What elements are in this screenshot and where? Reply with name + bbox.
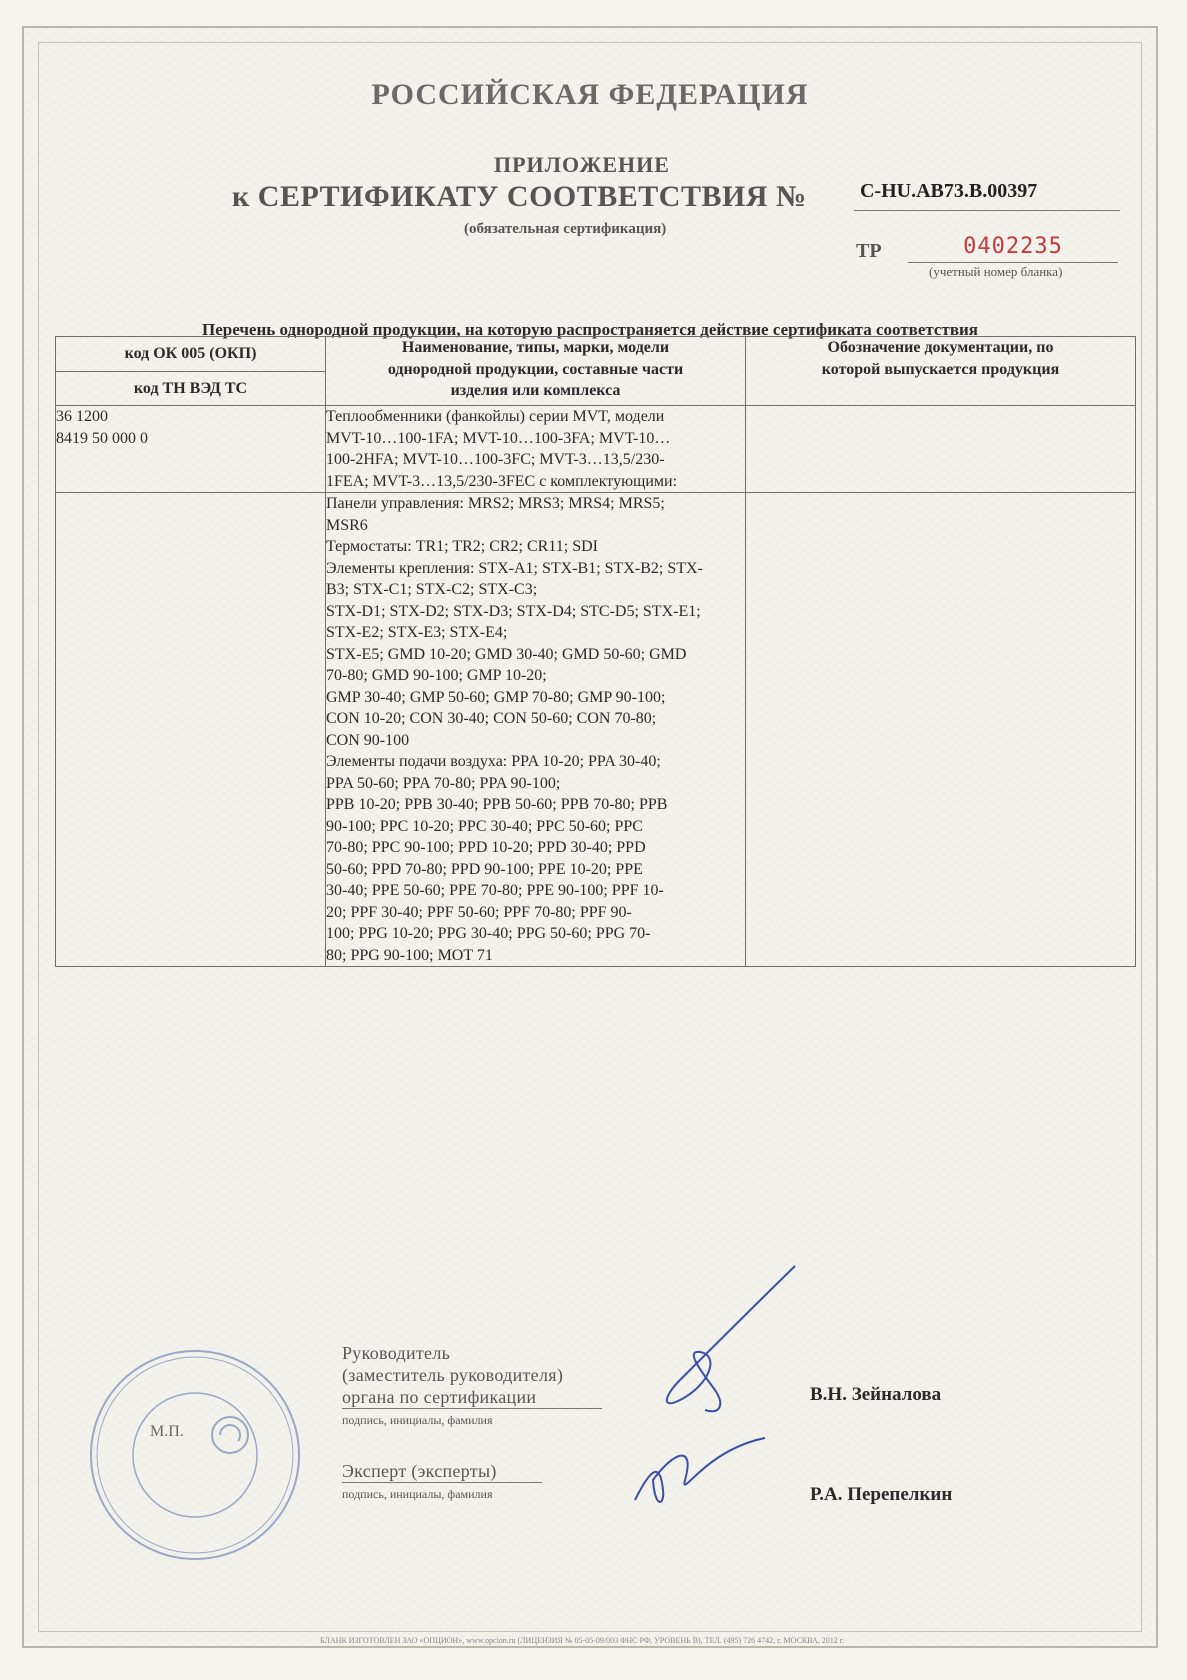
component-line: 80; PPG 90-100; MOT 71 bbox=[326, 946, 493, 964]
table-row bbox=[56, 493, 1136, 967]
header-documentation bbox=[746, 337, 1136, 406]
header-doc-line: которой выпускается продукция bbox=[821, 360, 1060, 378]
expert-caption: подпись, инициалы, фамилия bbox=[342, 1482, 542, 1502]
tp-label: ТР bbox=[856, 240, 882, 262]
list-title: Перечень однородной продукции, на которую распространяется действие сертификата соответствия bbox=[201, 320, 978, 339]
header-tnved-code: код ТН ВЭД ТС bbox=[133, 379, 248, 397]
expert-signature-block bbox=[342, 1460, 542, 1502]
component-line: 100; PPG 10-20; PPG 30-40; PPG 50-60; PPG 70- bbox=[326, 925, 651, 942]
component-line: 30-40; PPE 50-60; PPE 70-80; PPE 90-100; PPF 10- bbox=[326, 882, 664, 899]
row-documentation bbox=[746, 493, 1136, 967]
header-name-line: изделия или комплекса bbox=[450, 382, 621, 399]
tnved-code: 8419 50 000 0 bbox=[56, 429, 148, 447]
component-line: PPA 50-60; PPA 70-80; PPA 90-100; bbox=[326, 774, 561, 792]
component-line: 90-100; PPC 10-20; PPC 30-40; PPC 50-60; PPC bbox=[326, 817, 643, 835]
expert-label: Эксперт (эксперты) bbox=[342, 1461, 497, 1481]
print-footer: БЛАНК ИЗГОТОВЛЕН ЗАО «ОПЦИОН», www.opcion.ru (ЛИЦЕНЗИЯ № 05-05-09/003 ФНС РФ, УРОВЕНЬ В), ТЕЛ. (495) 726 4742, г. МОСКВА, 2012 г. bbox=[320, 1636, 845, 1645]
header-name-line: Наименование, типы, марки, модели bbox=[401, 339, 670, 356]
component-line: CON 10-20; CON 30-40; CON 50-60; CON 70-80; bbox=[326, 710, 657, 727]
row-components bbox=[326, 493, 746, 967]
row-codes bbox=[56, 406, 326, 493]
head-label-line: Руководитель bbox=[342, 1343, 451, 1363]
certification-type: (обязательная сертификация) bbox=[464, 221, 667, 237]
component-line: Термостаты: TR1; TR2; CR2; CR11; SDI bbox=[326, 538, 598, 555]
component-line: Панели управления: MRS2; MRS3; MRS4; MRS5; bbox=[326, 495, 665, 512]
product-line: MVT-10…100-1FA; MVT-10…100-3FA; MVT-10… bbox=[326, 429, 671, 447]
row-codes bbox=[56, 493, 326, 967]
row-documentation bbox=[746, 406, 1136, 493]
head-name: В.Н. Зейналова bbox=[810, 1384, 942, 1405]
product-line: 1FEA; MVT-3…13,5/230-3FEC с комплектующими: bbox=[326, 472, 678, 490]
header-doc-line: Обозначение документации, по bbox=[827, 339, 1054, 356]
component-line: 50-60; PPD 70-80; PPD 90-100; PPE 10-20; PPE bbox=[326, 860, 643, 878]
country-title: РОССИЙСКАЯ ФЕДЕРАЦИЯ bbox=[371, 78, 809, 111]
component-line: CON 90-100 bbox=[326, 731, 410, 749]
component-line: MSR6 bbox=[326, 516, 368, 534]
header-codes bbox=[56, 337, 326, 406]
component-line: STX-E2; STX-E3; STX-E4; bbox=[326, 624, 508, 641]
appendix-title: ПРИЛОЖЕНИЕ bbox=[494, 152, 670, 177]
head-label-line: органа по сертификации bbox=[342, 1387, 537, 1407]
tp-number: 0402235 bbox=[908, 234, 1118, 263]
product-line: Теплообменники (фанкойлы) серии MVT, модели bbox=[326, 408, 665, 425]
component-line: B3; STX-C1; STX-C2; STX-C3; bbox=[326, 581, 538, 598]
head-signature-block bbox=[342, 1342, 602, 1428]
row-product bbox=[326, 406, 746, 493]
head-signature-icon bbox=[640, 1260, 810, 1420]
certificate-number: C-HU.AB73.B.00397 bbox=[854, 180, 1120, 211]
head-caption: подпись, инициалы, фамилия bbox=[342, 1408, 602, 1428]
okp-code: 36 1200 bbox=[56, 408, 108, 425]
component-line: 70-80; PPC 90-100; PPD 10-20; PPD 30-40; PPD bbox=[326, 839, 646, 856]
component-line: GMP 30-40; GMP 50-60; GMP 70-80; GMP 90-100; bbox=[326, 688, 666, 706]
component-line: Элементы подачи воздуха: PPA 10-20; PPA 30-40; bbox=[326, 753, 661, 770]
table-header-row bbox=[56, 337, 1136, 406]
product-table bbox=[55, 336, 1136, 967]
expert-signature-icon bbox=[615, 1430, 775, 1520]
head-label-line: (заместитель руководителя) bbox=[342, 1365, 564, 1385]
component-line: 70-80; GMD 90-100; GMP 10-20; bbox=[326, 667, 547, 684]
header-name-line: однородной продукции, составные части bbox=[387, 360, 684, 378]
component-line: Элементы крепления: STX-A1; STX-B1; STX-B2; STX- bbox=[326, 559, 703, 577]
seal-stamp-icon bbox=[80, 1340, 310, 1570]
table-row bbox=[56, 406, 1136, 493]
component-line: PPB 10-20; PPB 30-40; PPB 50-60; PPB 70-80; PPB bbox=[326, 796, 668, 813]
product-line: 100-2HFA; MVT-10…100-3FC; MVT-3…13,5/230- bbox=[326, 451, 665, 468]
component-line: 20; PPF 30-40; PPF 50-60; PPF 70-80; PPF 90- bbox=[326, 903, 632, 921]
component-line: STX-E5; GMD 10-20; GMD 30-40; GMD 50-60; GMD bbox=[326, 645, 687, 663]
certificate-heading: к СЕРТИФИКАТУ СООТВЕТСТВИЯ № bbox=[232, 180, 807, 213]
expert-name: Р.А. Перепелкин bbox=[810, 1484, 953, 1505]
header-okp-code: код ОК 005 (ОКП) bbox=[56, 337, 325, 372]
header-product-name bbox=[326, 337, 746, 406]
tp-caption: (учетный номер бланка) bbox=[929, 264, 1063, 279]
component-line: STX-D1; STX-D2; STX-D3; STX-D4; STC-D5; STX-E1; bbox=[326, 602, 701, 620]
seal-label: М.П. bbox=[150, 1423, 184, 1440]
